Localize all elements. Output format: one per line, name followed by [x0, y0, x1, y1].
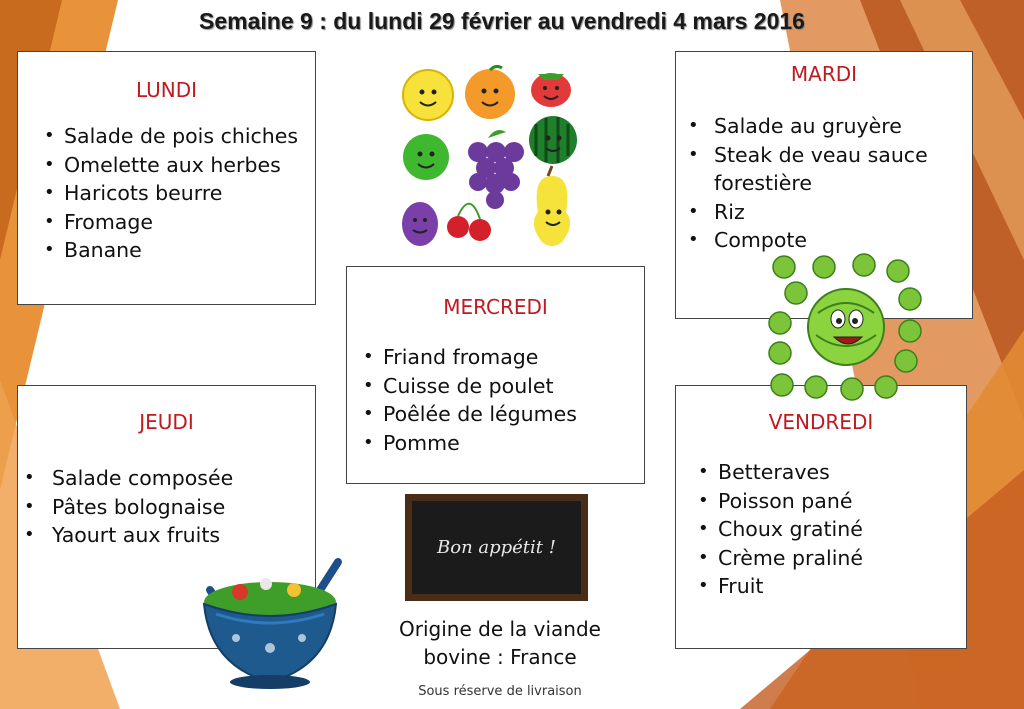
cabbages-illustration [766, 253, 922, 403]
page-title: Semaine 9 : du lundi 29 février au vendredi 4 mars 2016 [199, 8, 805, 34]
origin-line-1: Origine de la viande [399, 617, 601, 641]
list-item-continuation: forestière [714, 171, 812, 195]
list-item: • Friand fromage [353, 343, 644, 372]
list-item: • Pomme [353, 429, 644, 458]
list-item: • Poêlée de légumes [353, 400, 644, 429]
list-item: • Omelette aux herbes [34, 151, 315, 180]
day-title-jeudi: JEUDI [139, 410, 194, 434]
chalkboard-text: Bon appétit ! [412, 501, 581, 594]
menu-list-jeudi [18, 464, 315, 550]
origin-line-2: bovine : France [423, 645, 577, 669]
day-title-mercredi: MERCREDI [443, 295, 548, 319]
menu-list-lundi [34, 122, 315, 265]
day-box-vendredi [675, 385, 967, 649]
list-item: • Choux gratiné [688, 515, 966, 544]
list-item: • Betteraves [688, 458, 966, 487]
list-item: • Poisson pané [688, 487, 966, 516]
list-item: • Fromage [34, 208, 315, 237]
day-title-lundi: LUNDI [135, 78, 198, 102]
salad-bowl-illustration [196, 552, 350, 692]
menu-list-mardi [676, 112, 972, 255]
menu-list-mercredi [353, 343, 644, 457]
day-title-mardi: MARDI [790, 62, 858, 86]
list-item: • Compote [676, 226, 972, 255]
list-item: • Yaourt aux fruits [18, 521, 315, 550]
meat-origin-text [355, 615, 645, 671]
list-item: • Haricots beurre [34, 179, 315, 208]
list-item: • Steak de veau sauce [676, 141, 972, 170]
chalkboard [405, 494, 588, 601]
list-item: • Cuisse de poulet [353, 372, 644, 401]
day-box-mercredi [346, 266, 645, 484]
list-item: • Salade composée [18, 464, 315, 493]
list-item: • Banane [34, 236, 315, 265]
fruits-illustration [398, 62, 588, 252]
delivery-note: Sous réserve de livraison [418, 684, 582, 699]
list-item: • Pâtes bolognaise [18, 493, 315, 522]
list-item: • Crème praliné [688, 544, 966, 573]
list-item: • Riz [676, 198, 972, 227]
day-box-lundi [17, 51, 316, 305]
list-item: • Salade de pois chiches [34, 122, 315, 151]
list-item: • Fruit [688, 572, 966, 601]
menu-list-vendredi [688, 458, 966, 601]
day-title-vendredi: VENDREDI [768, 410, 874, 434]
list-item: • Salade au gruyère [676, 112, 972, 141]
